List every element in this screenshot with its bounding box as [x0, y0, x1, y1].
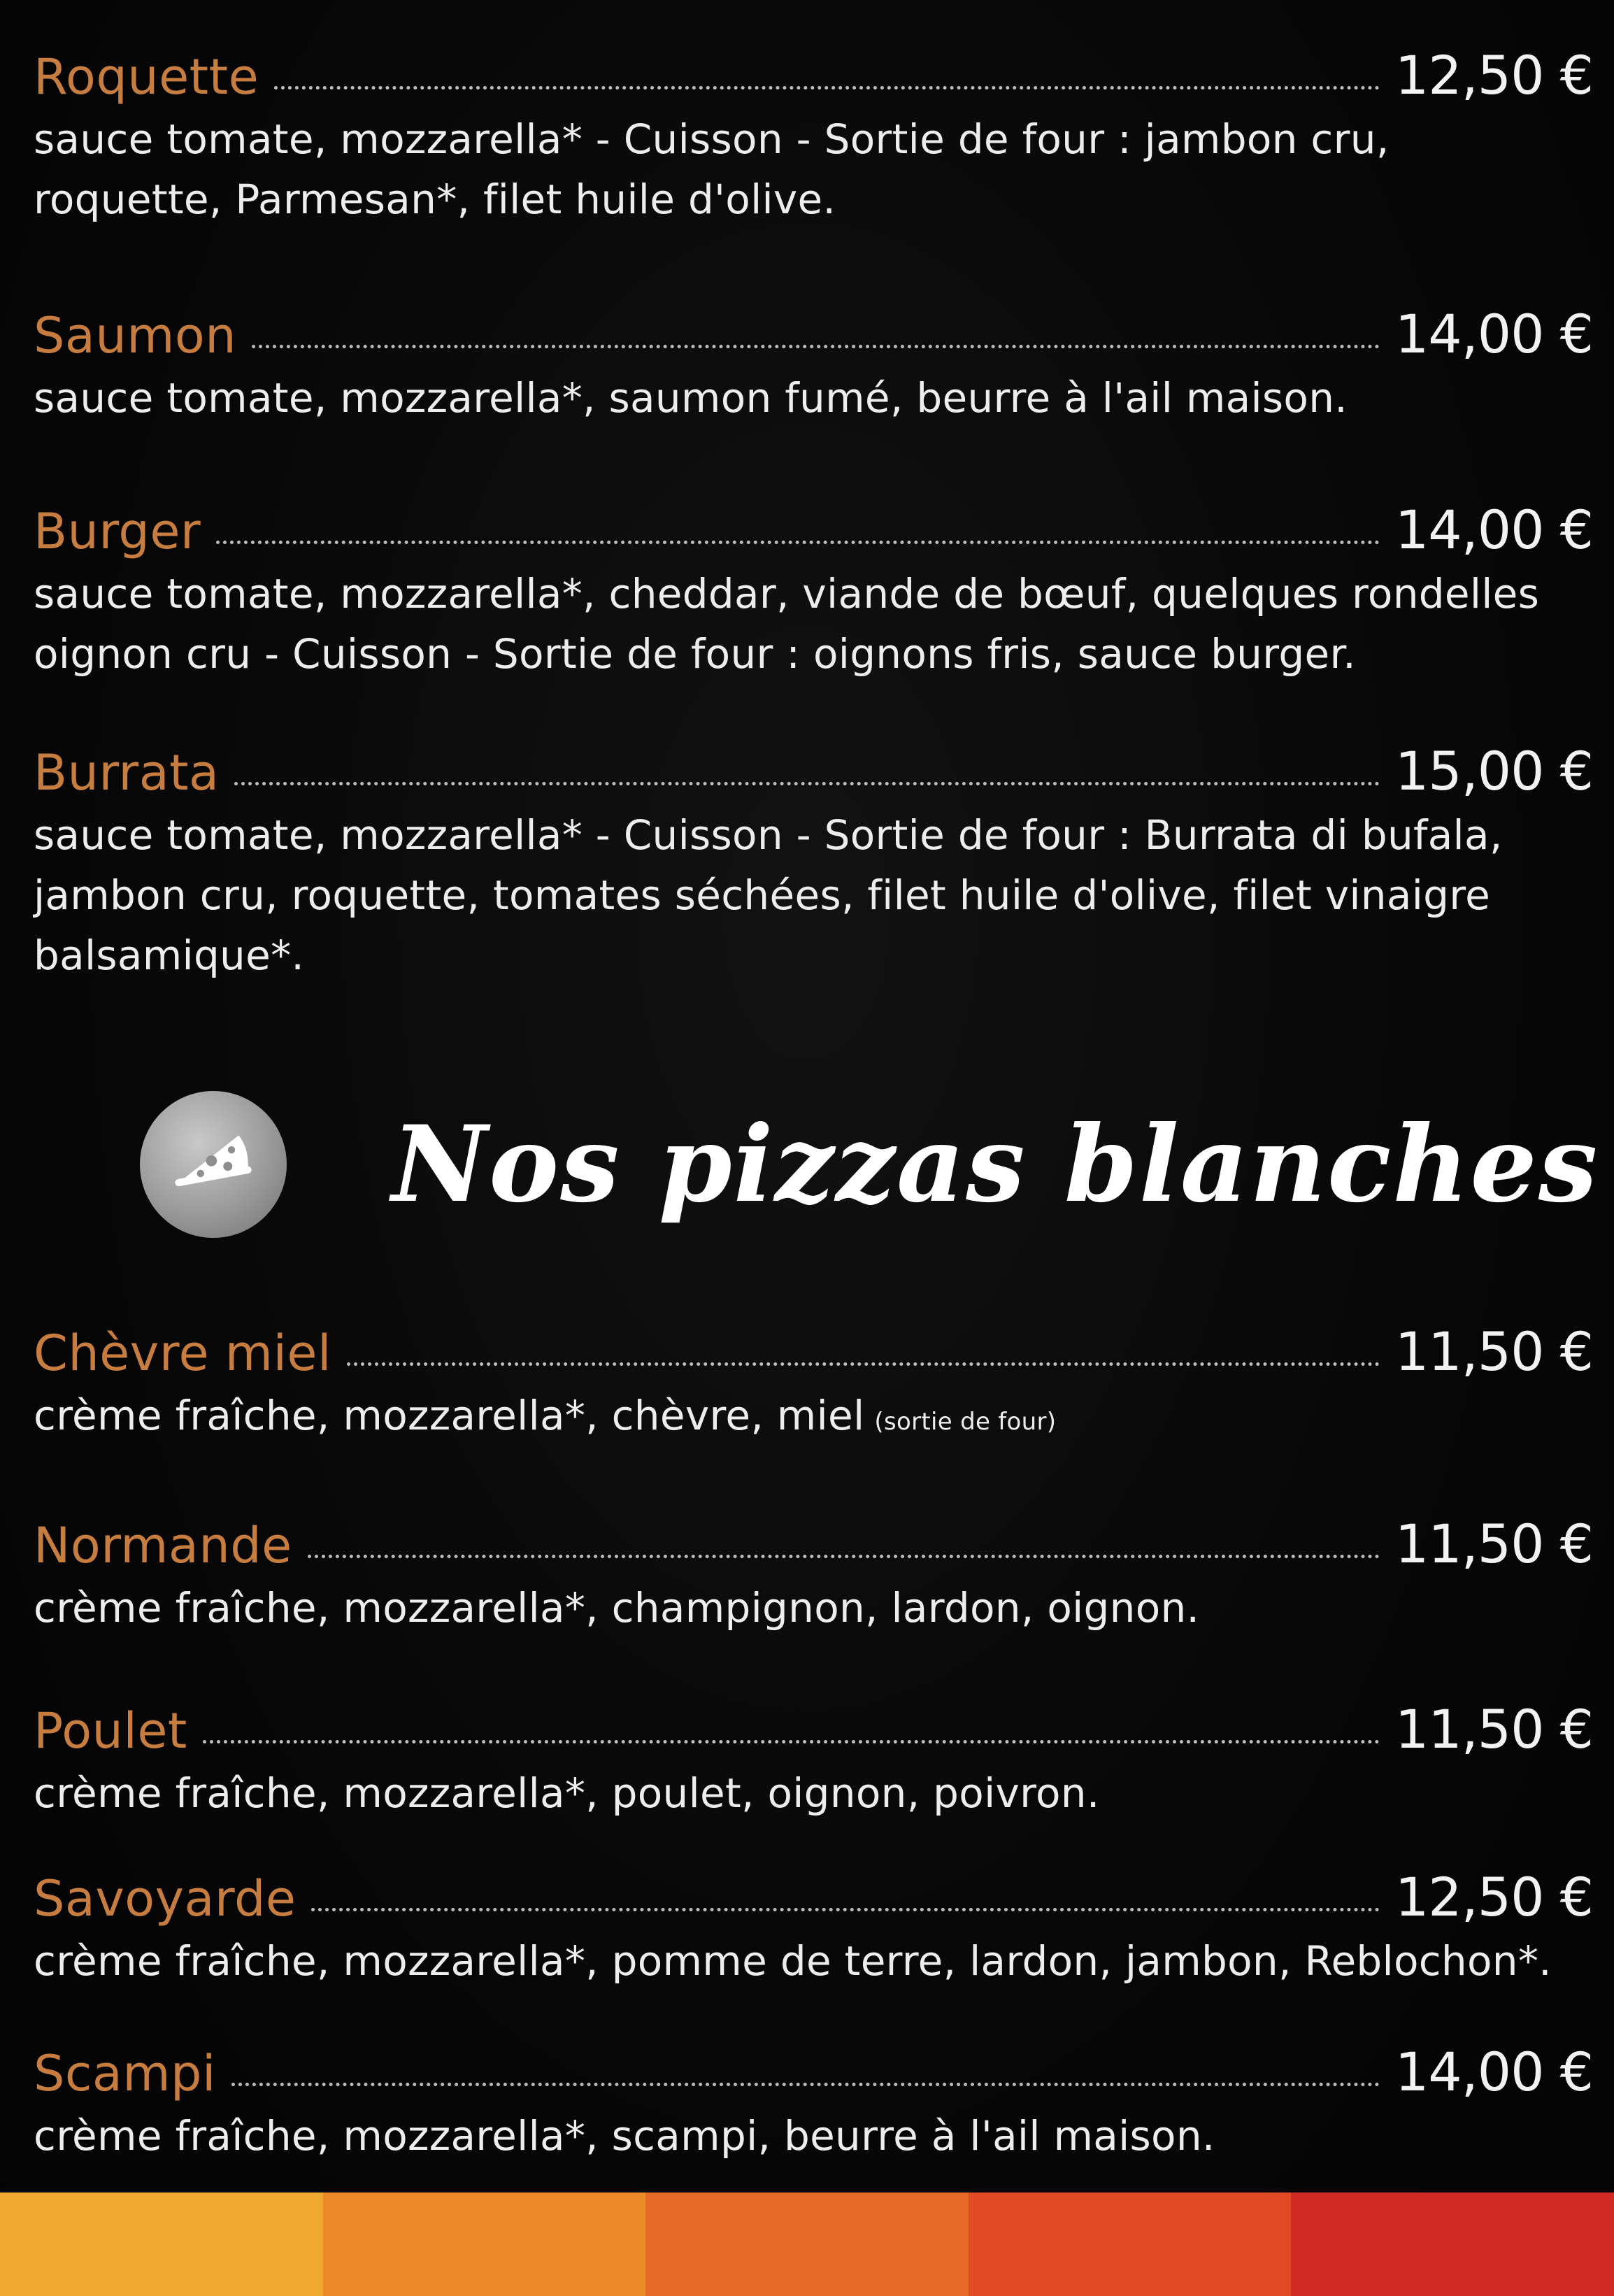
item-name: Burger — [34, 503, 201, 560]
item-description: sauce tomate, mozzarella*, cheddar, viande de bœuf, quelques rondelles — [34, 570, 1540, 618]
footer-segment — [645, 2192, 969, 2296]
dotted-leader — [234, 782, 1379, 785]
menu-item-scampi — [34, 2039, 1593, 2166]
item-name: Saumon — [34, 307, 237, 364]
item-price: 15,00 € — [1394, 740, 1593, 802]
footer-segment — [323, 2192, 646, 2296]
menu-item-normande — [34, 1511, 1593, 1638]
item-price: 14,00 € — [1394, 303, 1593, 365]
dotted-leader — [308, 1555, 1380, 1558]
item-note: (sortie de four) — [874, 1408, 1057, 1436]
item-name: Scampi — [34, 2045, 216, 2102]
item-name: Burrata — [34, 744, 220, 801]
dotted-leader — [347, 1362, 1380, 1366]
item-description: jambon cru, roquette, tomates séchées, filet huile d'olive, filet vinaigre — [34, 871, 1491, 919]
item-description: crème fraîche, mozzarella*, chèvre, miel — [34, 1392, 865, 1439]
menu-item-roquette — [34, 42, 1593, 229]
item-description: sauce tomate, mozzarella*, saumon fumé, beurre à l'ail maison. — [34, 374, 1348, 422]
section-header-white-pizzas — [140, 1084, 1599, 1245]
menu-item-chevre-miel — [34, 1318, 1593, 1452]
item-price: 12,50 € — [1394, 44, 1593, 106]
dotted-leader — [274, 86, 1380, 90]
item-price: 11,50 € — [1394, 1698, 1593, 1760]
pizza-slice-icon-shape — [168, 1119, 259, 1210]
menu-item-burrata — [34, 738, 1593, 985]
menu-item-saumon — [34, 301, 1593, 428]
item-name: Chèvre miel — [34, 1325, 331, 1382]
menu-item-poulet — [34, 1696, 1593, 1823]
section-title: Nos pizzas blanches — [392, 1103, 1599, 1226]
item-description: sauce tomate, mozzarella* - Cuisson - Sortie de four : Burrata di bufala, — [34, 811, 1503, 859]
item-name: Poulet — [34, 1702, 187, 1760]
item-description: balsamique*. — [34, 932, 305, 979]
footer-segment — [0, 2192, 323, 2296]
item-description: crème fraîche, mozzarella*, scampi, beurre à l'ail maison. — [34, 2112, 1215, 2160]
dotted-leader — [252, 345, 1380, 348]
item-name: Savoyarde — [34, 1870, 297, 1927]
dotted-leader — [231, 2083, 1380, 2086]
menu-item-burger — [34, 497, 1593, 684]
footer-segment — [969, 2192, 1292, 2296]
item-price: 14,00 € — [1394, 499, 1593, 561]
item-description: sauce tomate, mozzarella* - Cuisson - Sortie de four : jambon cru, — [34, 115, 1390, 163]
item-name: Normande — [34, 1517, 292, 1574]
item-description: crème fraîche, mozzarella*, pomme de terre, lardon, jambon, Reblochon*. — [34, 1937, 1552, 1985]
item-price: 12,50 € — [1394, 1866, 1593, 1928]
item-description: crème fraîche, mozzarella*, poulet, oignon, poivron. — [34, 1769, 1100, 1817]
item-price: 14,00 € — [1394, 2041, 1593, 2103]
item-description: crème fraîche, mozzarella*, champignon, lardon, oignon. — [34, 1584, 1200, 1632]
footer-color-band — [0, 2192, 1614, 2296]
dotted-leader — [216, 541, 1380, 544]
item-description: oignon cru - Cuisson - Sortie de four : oignons fris, sauce burger. — [34, 630, 1357, 678]
dotted-leader — [203, 1740, 1380, 1744]
item-description: roquette, Parmesan*, filet huile d'olive. — [34, 176, 836, 223]
pizza-slice-icon — [140, 1091, 287, 1238]
item-name: Roquette — [34, 48, 259, 106]
item-price: 11,50 € — [1394, 1513, 1593, 1575]
dotted-leader — [311, 1908, 1379, 1911]
item-price: 11,50 € — [1394, 1320, 1593, 1383]
footer-segment — [1291, 2192, 1614, 2296]
menu-item-savoyarde — [34, 1864, 1593, 1991]
